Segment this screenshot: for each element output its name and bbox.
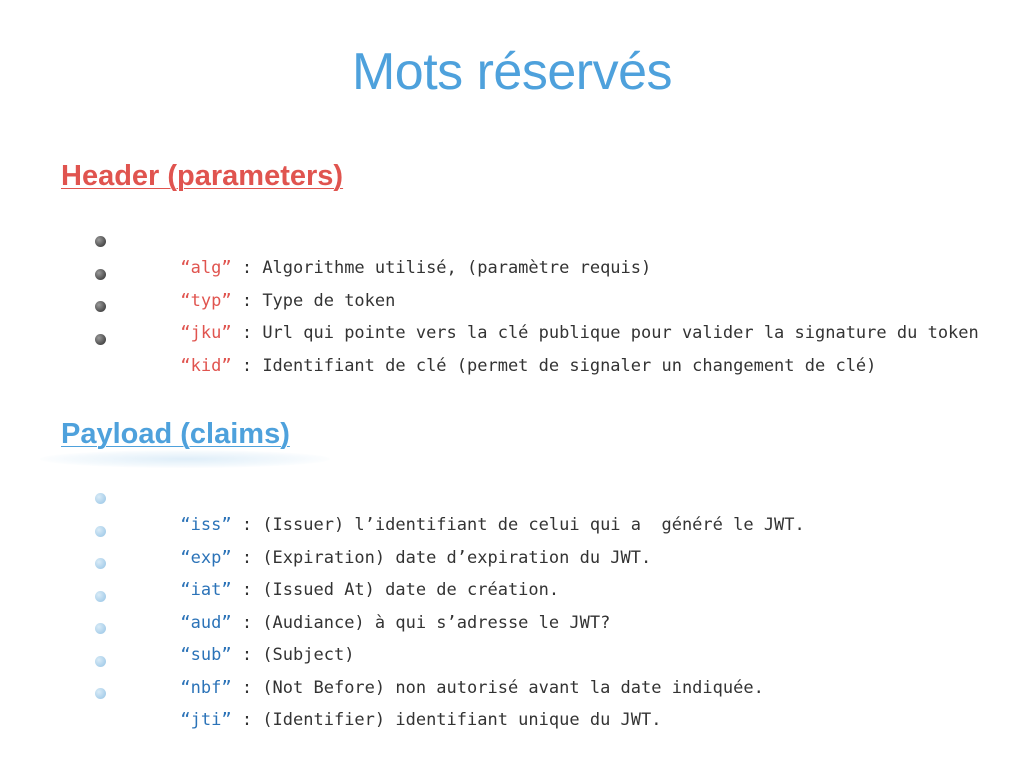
list-item [95, 681, 805, 730]
list-item [95, 262, 979, 311]
bullet-icon [95, 688, 106, 699]
claim-key: “iat” [180, 580, 232, 600]
list-item [95, 327, 979, 376]
bullet-icon [95, 591, 106, 602]
bullet-icon [95, 526, 106, 537]
bullet-icon [95, 301, 106, 312]
bullet-icon [95, 236, 106, 247]
claim-description: : (Issued At) date de création. [231, 580, 560, 600]
parameter-description: : Algorithme utilisé, (paramètre requis) [231, 258, 652, 278]
bullet-icon [95, 558, 106, 569]
parameter-description: : Url qui pointe vers la clé publique pour valider la signature du token [231, 323, 979, 343]
parameter-key: “typ” [180, 290, 232, 311]
payload-section-heading: Payload (claims) [61, 418, 290, 450]
payload-claims-list [95, 486, 805, 730]
claim-description: : (Not Before) non autorisé avant la date indiquée. [231, 677, 764, 698]
bullet-icon [95, 623, 106, 634]
claim-description: : (Identifier) identifiant unique du JWT. [231, 710, 662, 730]
claim-key: “iss” [180, 515, 232, 535]
claim-key: “jti” [180, 710, 232, 730]
claim-key: “sub” [180, 645, 232, 665]
claim-key: “aud” [180, 612, 232, 633]
claim-description: : (Expiration) date d’expiration du JWT. [231, 547, 652, 568]
heading-glow-decoration [40, 450, 330, 468]
list-item [95, 486, 805, 535]
claim-key: “nbf” [180, 677, 232, 698]
bullet-icon [95, 656, 106, 667]
bullet-icon [95, 493, 106, 504]
claim-description: : (Issuer) l’identifiant de celui qui a généré le JWT. [231, 515, 805, 535]
bullet-icon [95, 269, 106, 280]
parameter-key: “kid” [180, 355, 232, 376]
slide-title: Mots réservés [351, 43, 673, 101]
list-item [95, 519, 805, 568]
parameter-key: “jku” [180, 323, 232, 343]
header-parameters-list [95, 229, 979, 376]
parameter-description: : Identifiant de clé (permet de signaler un changement de clé) [231, 355, 877, 376]
list-item [95, 229, 979, 278]
parameter-key: “alg” [180, 258, 232, 278]
header-section-heading: Header (parameters) [61, 160, 344, 192]
list-item [95, 584, 805, 633]
list-item [95, 551, 805, 600]
list-item [95, 294, 979, 343]
claim-description: : (Audiance) à qui s’adresse le JWT? [231, 612, 611, 633]
claim-key: “exp” [180, 547, 232, 568]
claim-description: : (Subject) [231, 645, 355, 665]
parameter-description: : Type de token [231, 290, 396, 311]
list-item [95, 649, 805, 698]
list-item [95, 616, 805, 665]
bullet-icon [95, 334, 106, 345]
